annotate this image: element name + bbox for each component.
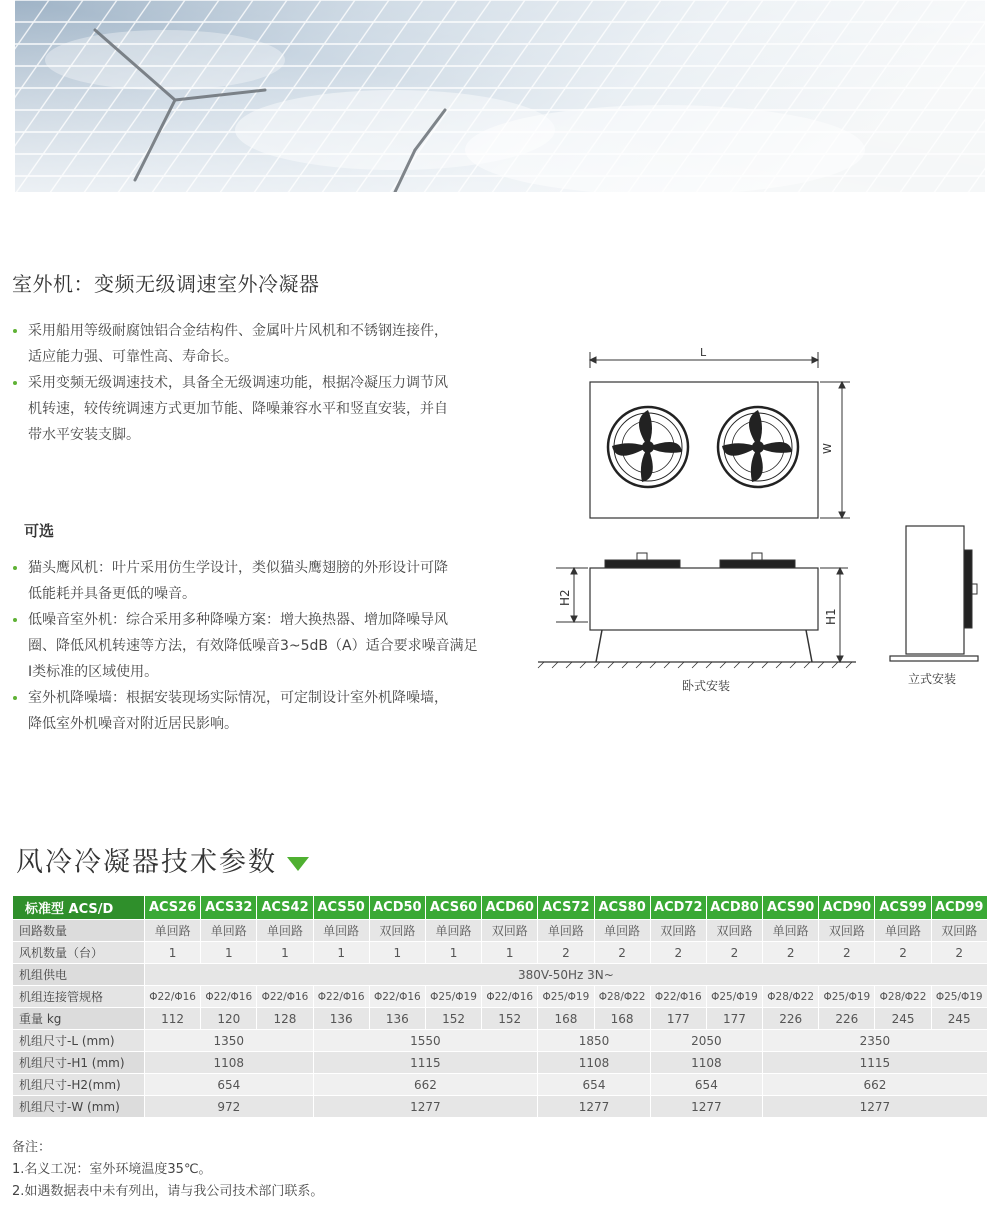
table-cell: Φ28/Φ22 <box>763 986 819 1008</box>
table-cell: 972 <box>145 1096 314 1118</box>
optional-line: 低噪音室外机：综合采用多种降噪方案：增大换热器、增加降噪导风 <box>28 612 448 628</box>
table-cell: 1850 <box>538 1030 650 1052</box>
dim-label-L: L <box>700 346 707 359</box>
spec-table <box>12 895 988 1118</box>
table-row <box>13 1008 988 1030</box>
table-cell: Φ25/Φ19 <box>706 986 762 1008</box>
table-cell: 654 <box>650 1074 762 1096</box>
horizontal-install-label: 卧式安装 <box>682 679 731 693</box>
model-header-cell: ACD80 <box>706 896 762 920</box>
table-cell: 单回路 <box>313 920 369 942</box>
optional-item <box>12 555 522 607</box>
table-cell: 152 <box>482 1008 538 1030</box>
optional-item <box>12 607 522 685</box>
table-cell: 1 <box>425 942 481 964</box>
spec-section-title <box>16 840 309 879</box>
table-cell: 380V-50Hz 3N~ <box>145 964 988 986</box>
table-cell: 1277 <box>650 1096 762 1118</box>
feature-list <box>12 318 522 448</box>
model-header-cell: ACD99 <box>931 896 987 920</box>
table-cell: 128 <box>257 1008 313 1030</box>
spec-title-text: 风冷冷凝器技术参数 <box>16 847 277 878</box>
section-title-outdoor-unit: 室外机：变频无级调速室外冷凝器 <box>12 272 320 296</box>
table-cell: Φ22/Φ16 <box>313 986 369 1008</box>
table-cell: 1 <box>201 942 257 964</box>
model-header-cell: ACS60 <box>425 896 481 920</box>
optional-line: Ⅰ类标准的区域使用。 <box>28 664 159 680</box>
row-label: 回路数量 <box>13 920 145 942</box>
table-cell: 双回路 <box>819 920 875 942</box>
optional-line: 猫头鹰风机：叶片采用仿生学设计，类似猫头鹰翅膀的外形设计可降 <box>28 560 448 576</box>
triangle-down-icon <box>287 857 309 871</box>
feature-line: 采用变频无级调速技术，具备全无级调速功能，根据冷凝压力调节风 <box>28 375 448 391</box>
dim-label-W: W <box>821 443 834 454</box>
model-header-cell: ACS80 <box>594 896 650 920</box>
row-label: 机组尺寸-W (mm) <box>13 1096 145 1118</box>
row-label: 机组尺寸-L (mm) <box>13 1030 145 1052</box>
table-cell: 2 <box>706 942 762 964</box>
dim-label-H1: H1 <box>824 608 838 625</box>
feature-line: 采用船用等级耐腐蚀铝合金结构件、金属叶片风机和不锈钢连接件， <box>28 323 448 339</box>
table-cell: 2 <box>931 942 987 964</box>
table-cell: 226 <box>763 1008 819 1030</box>
table-cell: 1108 <box>538 1052 650 1074</box>
table-cell: 2 <box>538 942 594 964</box>
table-cell: 2 <box>763 942 819 964</box>
table-cell: 1108 <box>145 1052 314 1074</box>
row-label: 重量 kg <box>13 1008 145 1030</box>
table-cell: 1277 <box>763 1096 988 1118</box>
feature-line: 带水平安装支脚。 <box>28 427 140 443</box>
table-cell: 2 <box>819 942 875 964</box>
fan-icon <box>608 407 688 487</box>
dim-label-H2: H2 <box>558 589 572 606</box>
model-header-cell: ACD50 <box>369 896 425 920</box>
table-cell: Φ22/Φ16 <box>201 986 257 1008</box>
table-header-label: 标准型 ACS/D <box>13 896 145 920</box>
table-cell: 120 <box>201 1008 257 1030</box>
table-cell: 1 <box>145 942 201 964</box>
table-row <box>13 920 988 942</box>
table-cell: 226 <box>819 1008 875 1030</box>
table-cell: 1277 <box>538 1096 650 1118</box>
optional-line: 圈、降低风机转速等方法，有效降低噪音3~5dB（A）适合要求噪音满足 <box>28 638 478 654</box>
model-header-cell: ACS72 <box>538 896 594 920</box>
row-label: 机组尺寸-H2(mm) <box>13 1074 145 1096</box>
table-cell: Φ22/Φ16 <box>369 986 425 1008</box>
optional-line: 室外机降噪墙：根据安装现场实际情况，可定制设计室外机降噪墙， <box>28 690 448 706</box>
table-cell: Φ25/Φ19 <box>931 986 987 1008</box>
table-cell: 1 <box>482 942 538 964</box>
table-cell: 662 <box>763 1074 988 1096</box>
table-cell: 1350 <box>145 1030 314 1052</box>
table-cell: 662 <box>313 1074 538 1096</box>
row-label: 风机数量（台） <box>13 942 145 964</box>
table-cell: 双回路 <box>931 920 987 942</box>
model-header-cell: ACD72 <box>650 896 706 920</box>
note-line: 1.名义工况：室外环境温度35℃。 <box>12 1162 212 1177</box>
model-header-cell: ACD60 <box>482 896 538 920</box>
table-cell: 168 <box>538 1008 594 1030</box>
table-cell: 单回路 <box>425 920 481 942</box>
table-cell: 136 <box>313 1008 369 1030</box>
table-cell: 双回路 <box>706 920 762 942</box>
table-cell: Φ22/Φ16 <box>257 986 313 1008</box>
table-row <box>13 986 988 1008</box>
table-cell: 177 <box>650 1008 706 1030</box>
table-cell: 1277 <box>313 1096 538 1118</box>
feature-item <box>12 318 522 370</box>
table-cell: 168 <box>594 1008 650 1030</box>
table-cell: 单回路 <box>145 920 201 942</box>
table-cell: 654 <box>538 1074 650 1096</box>
row-label: 机组尺寸-H1 (mm) <box>13 1052 145 1074</box>
table-row <box>13 942 988 964</box>
table-cell: Φ25/Φ19 <box>425 986 481 1008</box>
feature-line: 机转速，较传统调速方式更加节能、降噪兼容水平和竖直安装，并自 <box>28 401 448 417</box>
table-cell: 136 <box>369 1008 425 1030</box>
table-cell: 单回路 <box>201 920 257 942</box>
table-cell: 1 <box>369 942 425 964</box>
table-cell: Φ28/Φ22 <box>594 986 650 1008</box>
table-cell: 1550 <box>313 1030 538 1052</box>
model-header-cell: ACS90 <box>763 896 819 920</box>
model-header-cell: ACD90 <box>819 896 875 920</box>
table-cell: 245 <box>931 1008 987 1030</box>
table-cell: Φ22/Φ16 <box>482 986 538 1008</box>
table-cell: 2 <box>875 942 931 964</box>
table-cell: 1115 <box>763 1052 988 1074</box>
model-header-cell: ACS26 <box>145 896 201 920</box>
table-cell: 单回路 <box>763 920 819 942</box>
table-cell: 单回路 <box>257 920 313 942</box>
model-header-cell: ACS32 <box>201 896 257 920</box>
feature-line: 适应能力强、可靠性高、寿命长。 <box>28 349 238 365</box>
table-header-row <box>13 896 988 920</box>
table-row <box>13 1074 988 1096</box>
table-cell: 1 <box>313 942 369 964</box>
table-cell: 双回路 <box>369 920 425 942</box>
vertical-install-label: 立式安装 <box>908 672 957 686</box>
table-cell: 2 <box>594 942 650 964</box>
table-cell: Φ25/Φ19 <box>538 986 594 1008</box>
table-cell: 654 <box>145 1074 314 1096</box>
fan-icon <box>718 407 798 487</box>
model-header-cell: ACS42 <box>257 896 313 920</box>
table-cell: 单回路 <box>875 920 931 942</box>
table-row <box>13 1096 988 1118</box>
table-cell: 2350 <box>763 1030 988 1052</box>
table-cell: 1 <box>257 942 313 964</box>
table-row <box>13 1052 988 1074</box>
table-cell: 112 <box>145 1008 201 1030</box>
table-row <box>13 964 988 986</box>
table-cell: Φ25/Φ19 <box>819 986 875 1008</box>
optional-line: 降低室外机噪音对附近居民影响。 <box>28 716 238 732</box>
model-header-cell: ACS50 <box>313 896 369 920</box>
table-cell: 双回路 <box>482 920 538 942</box>
notes-title: 备注： <box>12 1140 52 1155</box>
table-cell: Φ22/Φ16 <box>650 986 706 1008</box>
table-cell: Φ28/Φ22 <box>875 986 931 1008</box>
optional-item <box>12 685 522 737</box>
table-cell: 152 <box>425 1008 481 1030</box>
table-row <box>13 1030 988 1052</box>
condenser-dimension-diagram <box>530 340 990 710</box>
model-header-cell: ACS99 <box>875 896 931 920</box>
table-cell: 单回路 <box>594 920 650 942</box>
table-cell: 双回路 <box>650 920 706 942</box>
optional-list <box>12 555 522 737</box>
feature-item <box>12 370 522 448</box>
table-cell: 245 <box>875 1008 931 1030</box>
optional-title: 可选 <box>24 522 55 540</box>
row-label: 机组供电 <box>13 964 145 986</box>
table-cell: 177 <box>706 1008 762 1030</box>
table-cell: 2050 <box>650 1030 762 1052</box>
solar-panel-banner <box>15 0 985 192</box>
row-label: 机组连接管规格 <box>13 986 145 1008</box>
table-cell: 1108 <box>650 1052 762 1074</box>
table-cell: 1115 <box>313 1052 538 1074</box>
table-cell: 单回路 <box>538 920 594 942</box>
table-cell: 2 <box>650 942 706 964</box>
note-line: 2.如遇数据表中未有列出，请与我公司技术部门联系。 <box>12 1184 324 1199</box>
optional-line: 低能耗并具备更低的噪音。 <box>28 586 196 602</box>
notes <box>12 1137 323 1203</box>
table-cell: Φ22/Φ16 <box>145 986 201 1008</box>
